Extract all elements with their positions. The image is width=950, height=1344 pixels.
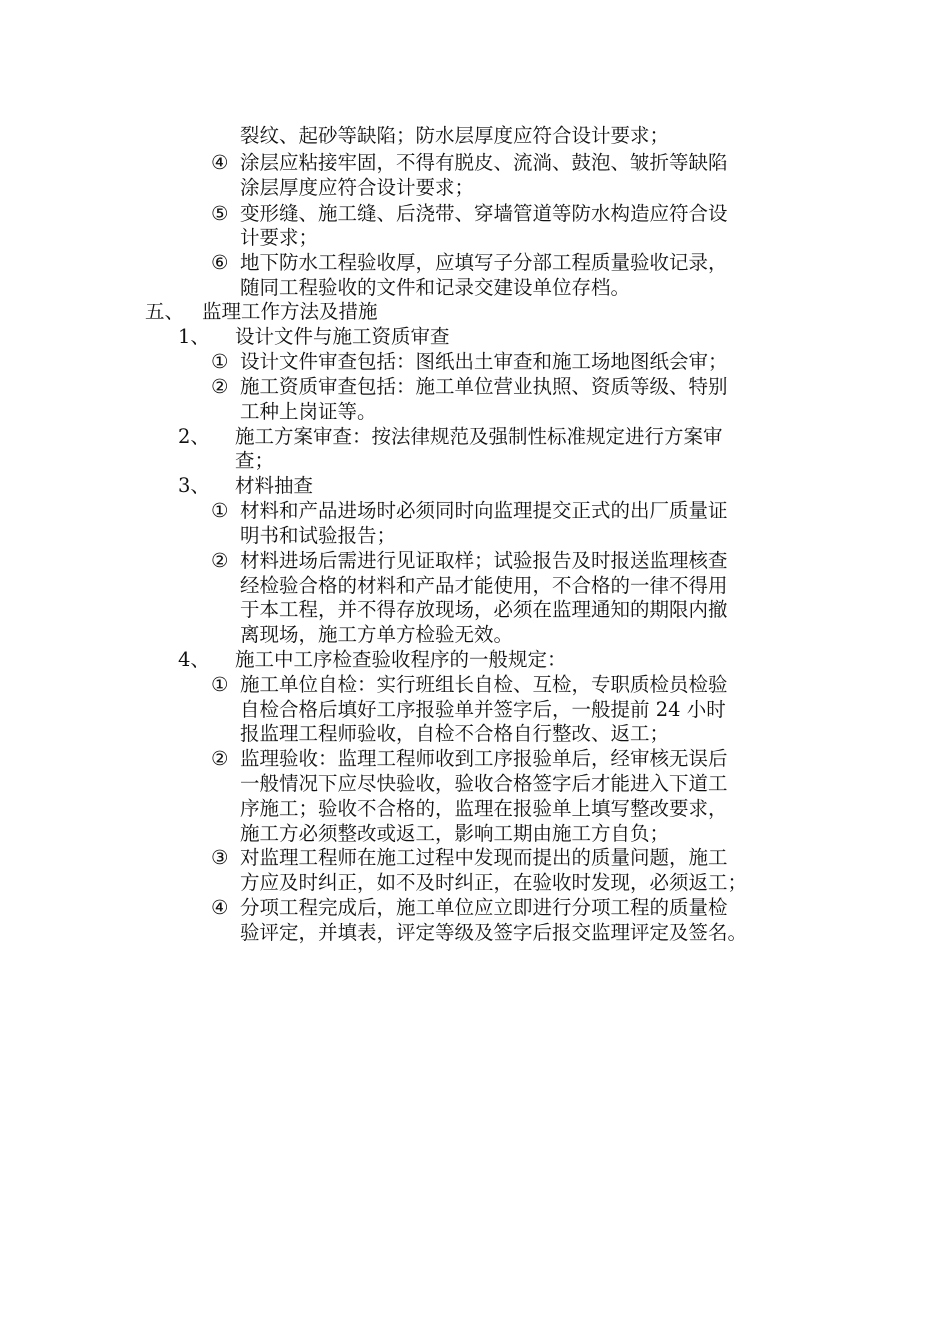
item-marker: ④ — [211, 151, 229, 174]
item-marker: ⑤ — [211, 202, 229, 225]
item-text-line: 于本工程，并不得存放现场，必须在监理通知的期限内撤 — [240, 598, 728, 621]
item-text-line: 一般情况下应尽快验收，验收合格签字后才能进入下道工 — [240, 772, 728, 795]
item-text-line: 施工方必须整改或返工，影响工期由施工方自负； — [240, 822, 670, 845]
item-marker: ① — [211, 673, 229, 696]
item-text-line: 变形缝、施工缝、后浇带、穿墙管道等防水构造应符合设 — [240, 202, 728, 225]
item-marker: ⑥ — [211, 251, 229, 274]
item-text-line: 分项工程完成后，施工单位应立即进行分项工程的质量检 — [240, 896, 728, 919]
subsection-number: 2、 — [178, 425, 210, 448]
item-text-line: 设计文件审查包括：图纸出土审查和施工场地图纸会审； — [240, 350, 728, 373]
item3-continuation: 裂纹、起砂等缺陷；防水层厚度应符合设计要求； — [240, 124, 670, 147]
item-marker: ② — [211, 549, 229, 572]
subsection-text-line: 施工方案审查：按法律规范及强制性标准规定进行方案审 — [235, 425, 723, 448]
item-text-line: 经检验合格的材料和产品才能使用，不合格的一律不得用 — [240, 574, 728, 597]
subsection-title: 施工中工序检查验收程序的一般规定： — [235, 648, 567, 671]
item-text-line: 施工资质审查包括：施工单位营业执照、资质等级、特别 — [240, 375, 728, 398]
subsection-title: 材料抽查 — [235, 474, 314, 497]
item-text-line: 方应及时纠正，如不及时纠正，在验收时发现，必须返工； — [240, 871, 748, 894]
subsection-title: 设计文件与施工资质审查 — [235, 325, 450, 348]
subsection-number: 4、 — [178, 648, 210, 671]
item-text-line: 序施工；验收不合格的，监理在报验单上填写整改要求， — [240, 797, 728, 820]
item-text-line: 对监理工程师在施工过程中发现而提出的质量问题，施工 — [240, 846, 728, 869]
item-text-line: 自检合格后填好工序报验单并签字后，一般提前 24 小时 — [240, 698, 726, 721]
subsection-text-line: 查； — [235, 449, 275, 472]
item-text-line: 材料和产品进场时必须同时向监理提交正式的出厂质量证 — [240, 499, 728, 522]
item-text-line: 地下防水工程验收厚，应填写子分部工程质量验收记录， — [240, 251, 728, 274]
item-text-line: 工种上岗证等。 — [240, 400, 377, 423]
section-title: 监理工作方法及措施 — [202, 300, 378, 323]
item-text-line: 明书和试验报告； — [240, 524, 397, 547]
item-marker: ② — [211, 747, 229, 770]
item-text-line: 涂层应粘接牢固，不得有脱皮、流淌、鼓泡、皱折等缺陷 — [240, 151, 728, 174]
item-text-line: 计要求； — [240, 226, 319, 249]
item-text-line: 验评定，并填表，评定等级及签字后报交监理评定及签名。 — [240, 921, 748, 944]
item-text-line: 材料进场后需进行见证取样；试验报告及时报送监理核查 — [240, 549, 728, 572]
item-text-line: 涂层厚度应符合设计要求； — [240, 176, 475, 199]
item-text-line: 报监理工程师验收，自检不合格自行整改、返工； — [240, 722, 670, 745]
item-marker: ① — [211, 350, 229, 373]
section-number: 五、 — [145, 300, 185, 323]
item-marker: ④ — [211, 896, 229, 919]
subsection-number: 1、 — [178, 325, 210, 348]
item-marker: ② — [211, 375, 229, 398]
item-text-line: 离现场，施工方单方检验无效。 — [240, 623, 514, 646]
item-marker: ① — [211, 499, 229, 522]
item-marker: ③ — [211, 846, 229, 869]
item-text-line: 施工单位自检：实行班组长自检、互检，专职质检员检验 — [240, 673, 728, 696]
item-text-line: 监理验收：监理工程师收到工序报验单后，经审核无误后 — [240, 747, 728, 770]
item-text-line: 随同工程验收的文件和记录交建设单位存档。 — [240, 276, 631, 299]
subsection-number: 3、 — [178, 474, 210, 497]
